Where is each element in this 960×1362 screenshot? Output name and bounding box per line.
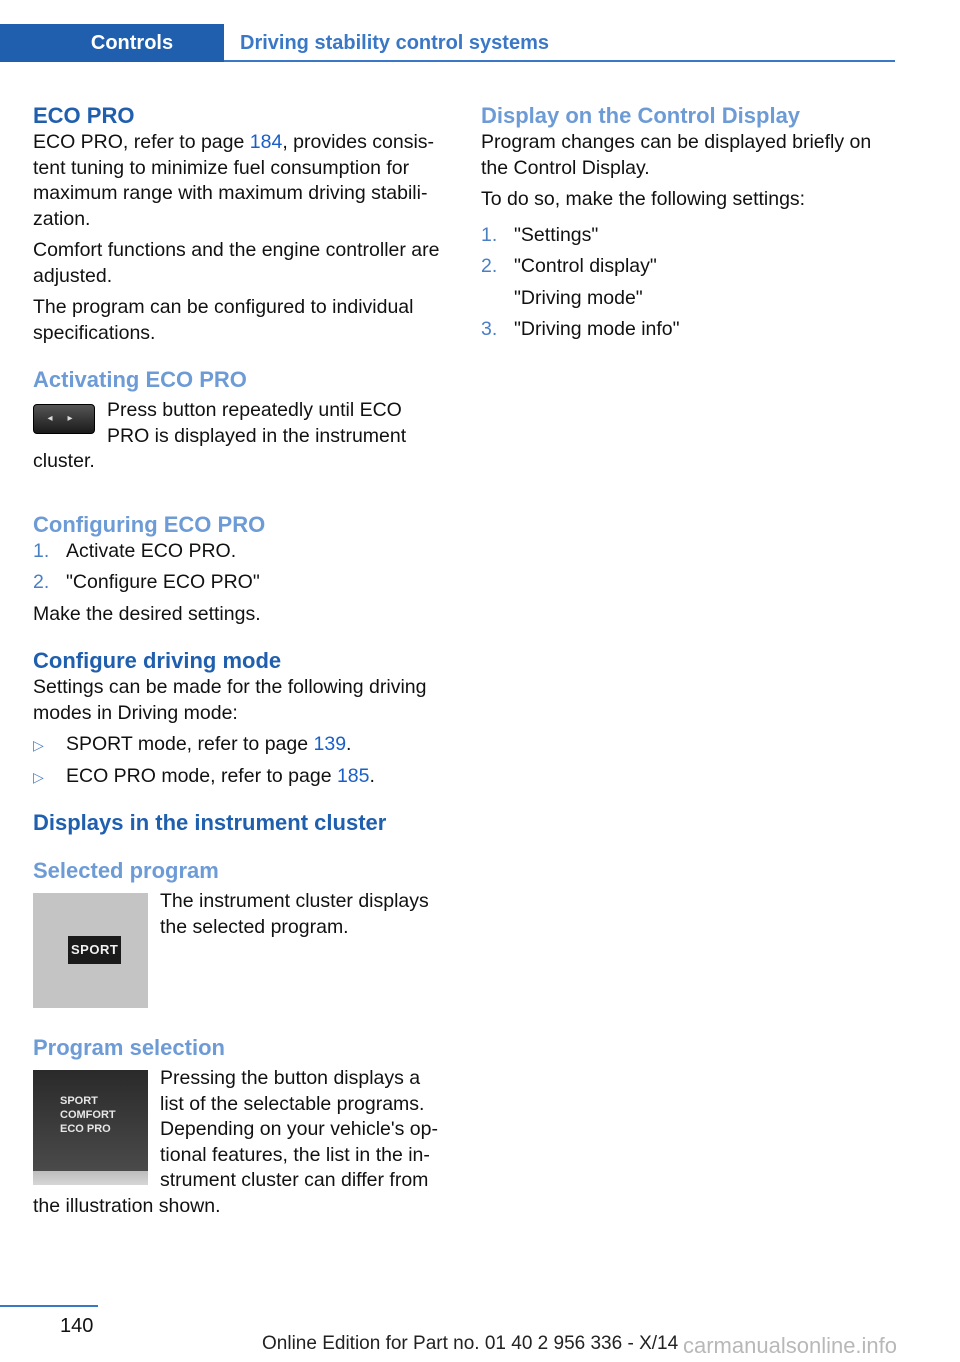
section-title: Driving stability control systems — [240, 32, 549, 54]
driving-mode-list — [33, 732, 448, 789]
activating-text: Press button repeatedly until ECO PRO is displayed in the instrument cluster. — [33, 399, 407, 472]
list-item: 2. "Control display" "Driving mode" — [481, 255, 657, 309]
configuring-heading: Configuring ECO PRO — [33, 511, 266, 537]
arrow-right-icon: ▸ — [67, 413, 73, 424]
program-selection-heading: Program selection — [33, 1035, 225, 1060]
displays-heading: Displays in the instrument cluster — [33, 810, 387, 835]
program-selection-image — [33, 1070, 148, 1185]
list-item: 3. "Driving mode info" — [481, 318, 680, 340]
sport-badge: SPORT — [68, 936, 121, 964]
page-link-139[interactable]: 139 — [313, 733, 347, 755]
selected-program-heading: Selected program — [33, 858, 219, 883]
footer-rule — [0, 1305, 98, 1307]
page-link-185[interactable]: 185 — [336, 764, 370, 787]
program-option-line: SPORT — [60, 1095, 98, 1107]
control-display-paragraph-1: Program changes can be displayed briefly on the Control Display. — [481, 131, 872, 179]
right-column — [481, 102, 896, 349]
header-rule — [224, 60, 895, 62]
page-link-184[interactable]: 184 — [249, 131, 283, 153]
chapter-tab: Controls — [0, 24, 224, 62]
eco-pro-paragraph-3: The program can be configured to individual specifications. — [33, 296, 414, 344]
selected-program-image — [33, 893, 148, 1008]
control-display-steps — [481, 223, 896, 343]
control-display-paragraph-2: To do so, make the following settings: — [481, 188, 806, 210]
program-option-line: COMFORT — [60, 1109, 116, 1121]
list-item: 2. "Configure ECO PRO" — [33, 571, 260, 593]
configuring-after: Make the desired settings. — [33, 602, 261, 625]
list-item: ▷ ECO PRO mode, refer to page 185. — [33, 764, 448, 790]
list-item: ▷ SPORT mode, refer to page 139. — [33, 732, 448, 758]
eco-pro-paragraph-2: Comfort functions and the engine controller are adjusted. — [33, 239, 440, 287]
triangle-bullet-icon: ▷ — [33, 737, 44, 753]
selected-program-text: The instrument cluster displays the selected program. — [160, 890, 429, 938]
watermark: carmanualsonline.info — [683, 1333, 898, 1358]
configuring-steps — [33, 539, 448, 596]
list-item: 1. "Settings" — [481, 223, 599, 246]
page-header — [0, 24, 895, 62]
driving-mode-heading: Configure driving mode — [33, 648, 282, 673]
selected-program-block — [33, 889, 448, 1014]
driving-mode-button-image — [33, 404, 95, 434]
eco-pro-paragraph-1: ECO PRO, refer to page 184, provides consistent tuning to minimize fuel consumption for maximum range with maximum driving stabilization. — [33, 131, 435, 230]
eco-pro-heading: ECO PRO — [33, 103, 135, 128]
page-number: 140 — [60, 1315, 94, 1337]
program-selection-text: Pressing the button displays a list of the selectable programs. Depending on your vehicle's optional features, the list in the instrument cluster can differ from the illustration shown. — [33, 1067, 438, 1217]
triangle-bullet-icon: ▷ — [33, 768, 44, 785]
list-item: 1. Activate ECO PRO. — [33, 539, 237, 562]
driving-mode-intro: Settings can be made for the following driving modes in Driving mode: — [33, 676, 427, 724]
activating-heading: Activating ECO PRO — [33, 367, 247, 392]
activating-block — [33, 398, 448, 481]
left-column — [33, 102, 448, 1225]
program-selection-block — [33, 1066, 448, 1219]
edition-text: Online Edition for Part no. 01 40 2 956 336 - X/14 — [262, 1333, 679, 1354]
arrow-left-icon: ◂ — [47, 413, 53, 424]
control-display-heading: Display on the Control Display — [481, 103, 801, 128]
program-option-line: ECO PRO — [60, 1123, 111, 1135]
